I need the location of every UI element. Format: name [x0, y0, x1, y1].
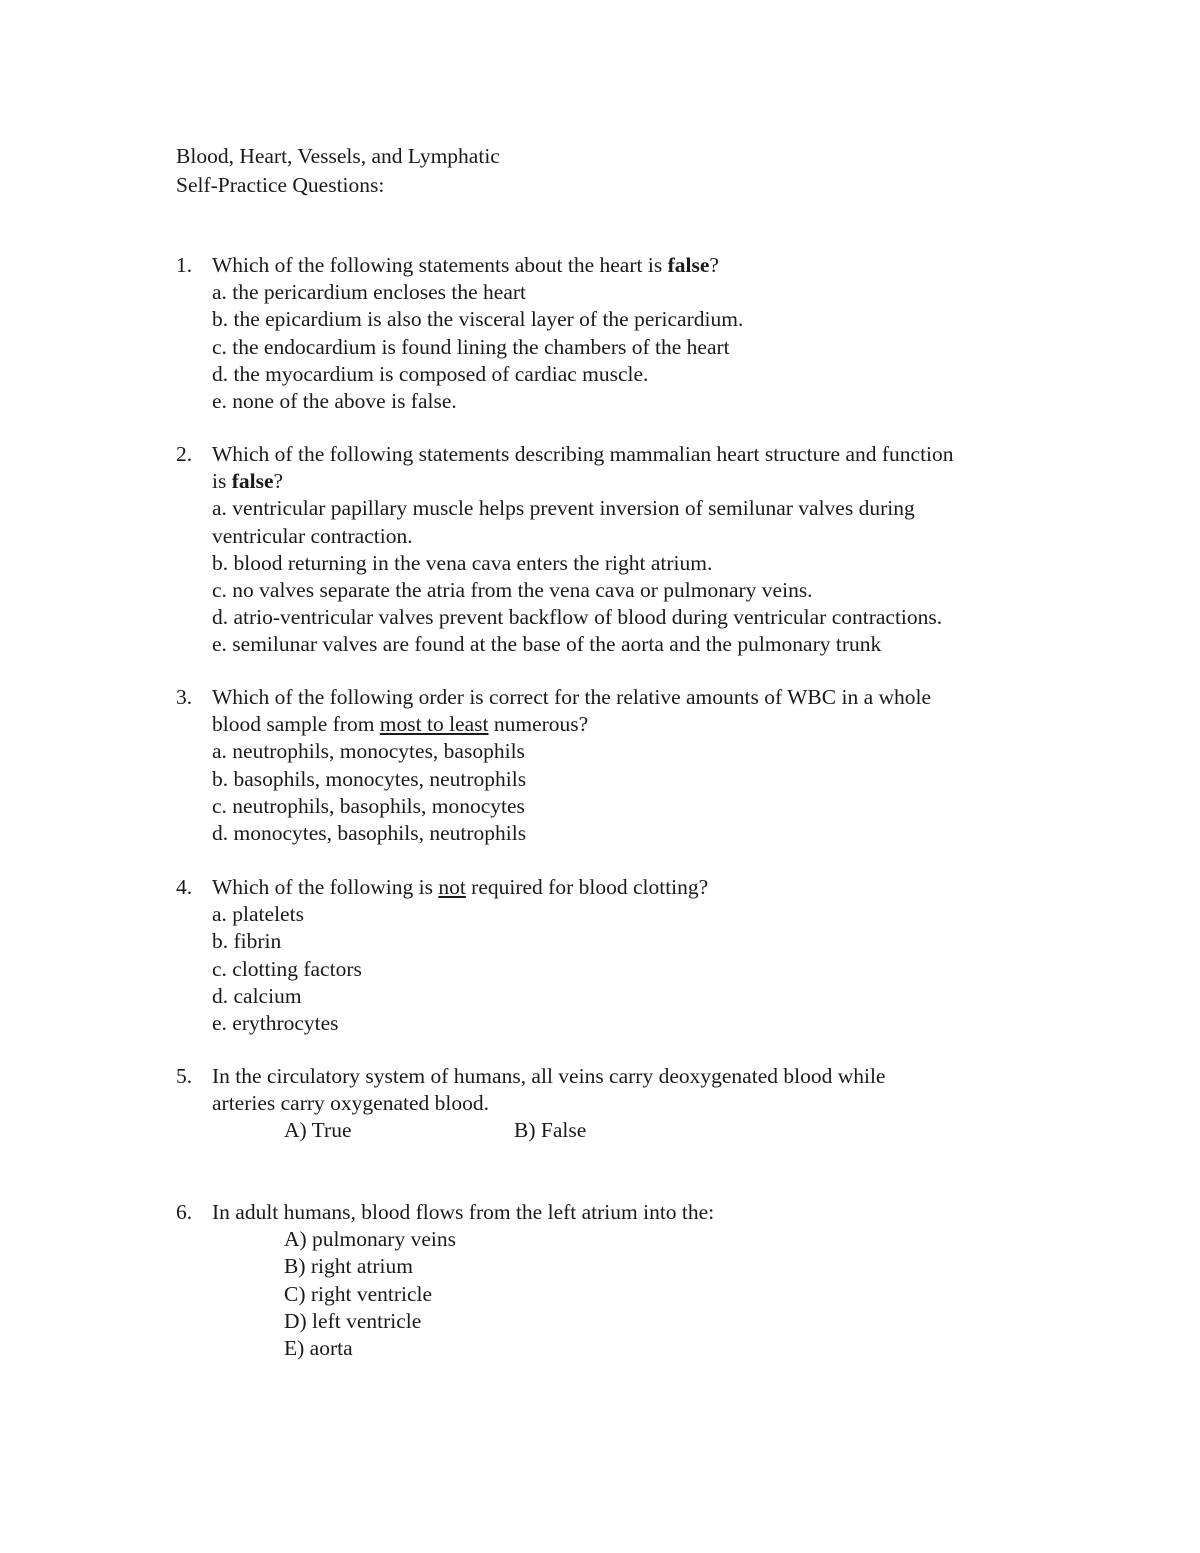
answer-option: B) right atrium: [284, 1254, 413, 1279]
answer-option: e. semilunar valves are found at the base of the aorta and the pulmonary trunk: [212, 632, 882, 657]
true-false-options: [212, 1117, 1056, 1144]
question-6: [176, 1199, 1056, 1362]
answer-option: E) aorta: [284, 1336, 353, 1361]
document-header: [176, 142, 500, 200]
question-number: 5.: [176, 1064, 193, 1088]
answer-option: e. none of the above is false.: [212, 389, 457, 414]
answer-option: a. platelets: [212, 902, 304, 927]
question-stem-line-1: Which of the following statements describing mammalian heart structure and function: [212, 442, 954, 466]
question-number: 4.: [176, 875, 193, 899]
answer-option: a. neutrophils, monocytes, basophils: [212, 739, 525, 764]
answer-option: d. atrio-ventricular valves prevent backflow of blood during ventricular contractions.: [212, 605, 943, 630]
emphasis-false: false: [667, 253, 710, 277]
answer-option: a. the pericardium encloses the heart: [212, 280, 526, 305]
answer-option: A) pulmonary veins: [284, 1227, 456, 1252]
answer-option: D) left ventricle: [284, 1308, 422, 1333]
question-number: 2.: [176, 442, 193, 466]
question-2: [176, 441, 1056, 659]
question-number: 1.: [176, 253, 193, 277]
answer-option: A) True: [284, 1118, 352, 1143]
question-1: [176, 252, 1056, 415]
question-stem-line-2: arteries carry oxygenated blood.: [212, 1091, 489, 1116]
question-3: [176, 684, 1056, 847]
answer-option: d. calcium: [212, 983, 302, 1008]
answer-option: b. the epicardium is also the visceral layer of the pericardium.: [212, 307, 744, 332]
answer-option: c. clotting factors: [212, 956, 362, 981]
answer-option: b. blood returning in the vena cava enters the right atrium.: [212, 550, 713, 575]
emphasis-most-to-least: most to least: [379, 712, 489, 737]
document-title: Blood, Heart, Vessels, and Lymphatic: [176, 144, 500, 168]
question-stem: In adult humans, blood flows from the left atrium into the:: [212, 1200, 715, 1224]
answer-option: b. basophils, monocytes, neutrophils: [212, 766, 527, 791]
answer-option: C) right ventricle: [284, 1281, 433, 1306]
question-stem-line-1: In the circulatory system of humans, all veins carry deoxygenated blood while: [212, 1064, 886, 1088]
question-stem: Which of the following is not required for blood clotting?: [212, 875, 709, 899]
answer-option: c. neutrophils, basophils, monocytes: [212, 793, 525, 818]
question-stem-line-2: is false?: [212, 469, 284, 494]
answer-option: c. no valves separate the atria from the vena cava or pulmonary veins.: [212, 578, 813, 603]
question-4: [176, 874, 1056, 1037]
question-number: 3.: [176, 685, 193, 709]
answer-option: e. erythrocytes: [212, 1011, 339, 1036]
emphasis-not: not: [438, 875, 466, 899]
answer-option: c. the endocardium is found lining the chambers of the heart: [212, 334, 730, 359]
answer-option: b. fibrin: [212, 929, 282, 954]
document-subtitle: Self-Practice Questions:: [176, 173, 385, 197]
answer-option: d. monocytes, basophils, neutrophils: [212, 821, 527, 846]
question-stem: Which of the following statements about the heart is false?: [212, 253, 719, 277]
question-stem-line-1: Which of the following order is correct for the relative amounts of WBC in a whole: [212, 685, 932, 709]
question-5: [176, 1063, 1056, 1145]
answer-option: a. ventricular papillary muscle helps prevent inversion of semilunar valves during ventricular contraction.: [212, 496, 915, 548]
answer-option: B) False: [514, 1118, 587, 1143]
emphasis-false: false: [231, 469, 274, 494]
question-number: 6.: [176, 1200, 193, 1224]
answer-option: d. the myocardium is composed of cardiac muscle.: [212, 361, 649, 386]
question-stem-line-2: blood sample from most to least numerous?: [212, 712, 589, 737]
